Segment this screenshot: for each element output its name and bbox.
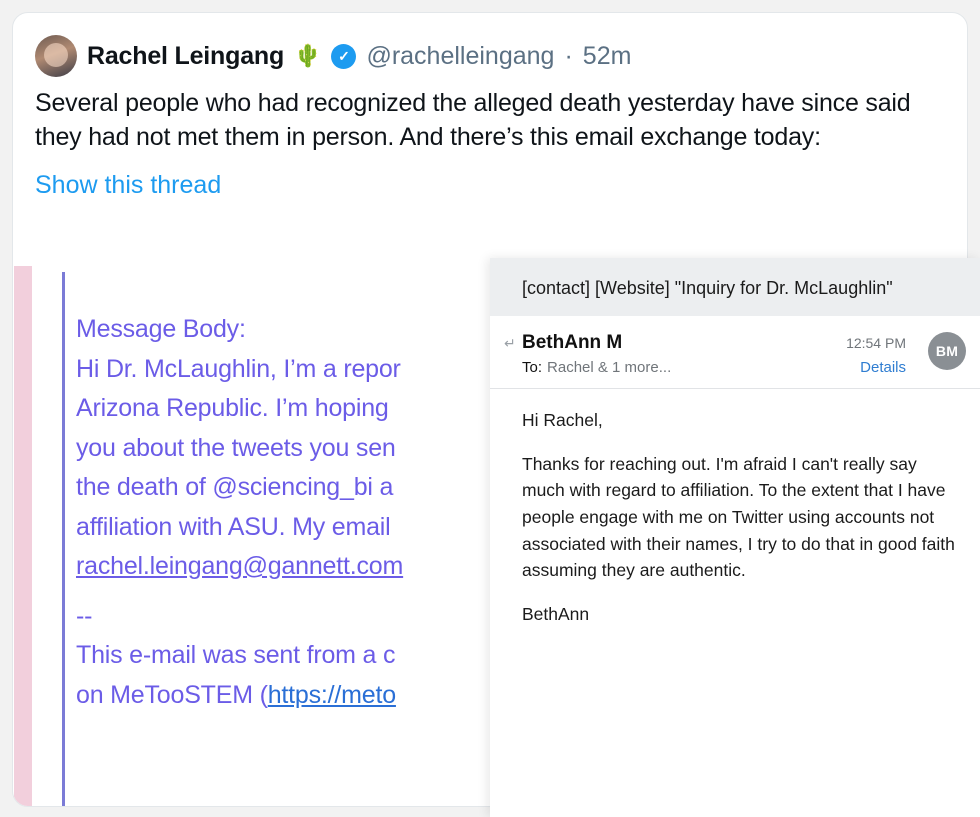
- display-name[interactable]: Rachel Leingang: [87, 41, 285, 70]
- quoted-footer-1: This e-mail was sent from a c: [76, 641, 396, 669]
- email-client-overlay: [490, 258, 980, 817]
- quote-vertical-line: [62, 272, 65, 807]
- quoted-spacer: [76, 587, 546, 597]
- quoted-footer-2: [76, 676, 546, 716]
- tweet-text: Several people who had recognized the alleged death yesterday have since said they had not met them in person. And there’s this email exchange today:: [35, 89, 911, 151]
- timestamp[interactable]: 52m: [582, 41, 632, 70]
- quoted-heading: Message Body:: [76, 315, 246, 343]
- quoted-footer-url-link[interactable]: https://meto: [267, 680, 396, 709]
- verified-badge-icon: ✓: [331, 44, 356, 69]
- sender-row: [522, 332, 960, 354]
- to-label: To:: [522, 359, 543, 377]
- email-body-paragraph: Thanks for reaching out. I'm afraid I can't really say much with regard to affiliation. To the extent that I have people engage with me on Twitter using accounts not associated with their names, I try to do that in good faith assuming they are authentic.: [522, 453, 955, 581]
- separator-dot: ·: [564, 41, 573, 70]
- avatar[interactable]: [35, 35, 77, 77]
- to-group: [522, 359, 671, 376]
- show-this-thread-link[interactable]: Show this thread: [35, 170, 222, 199]
- user-handle[interactable]: @rachelleingang: [366, 41, 555, 70]
- sender-name[interactable]: BethAnn M: [522, 332, 623, 354]
- quoted-line-1: Hi Dr. McLaughlin, I’m a repor: [76, 354, 401, 383]
- tweet-header: [13, 13, 967, 77]
- quoted-email-address-link[interactable]: rachel.leingang@gannett.com: [76, 552, 404, 580]
- quoted-line-2: Arizona Republic. I’m hoping: [76, 394, 389, 422]
- quoted-email-text: [76, 310, 546, 715]
- email-subject[interactable]: [contact] [Website] "Inquiry for Dr. McLaughlin": [490, 258, 980, 316]
- quoted-signature-dashes: --: [76, 601, 93, 630]
- quoted-line-5: affiliation with ASU. My email: [76, 512, 391, 541]
- quoted-footer-2-prefix: on MeTooSTEM (: [76, 680, 268, 709]
- quoted-line-3: you about the tweets you sen: [76, 433, 396, 462]
- details-link[interactable]: Details: [860, 359, 906, 377]
- email-timestamp: 12:54 PM: [846, 335, 906, 352]
- email-body: [490, 389, 980, 627]
- reply-icon: ↵: [504, 335, 516, 352]
- quoted-line-4: the death of @sciencing_bi a: [76, 473, 394, 501]
- email-body-paragraph: Hi Rachel,: [522, 410, 603, 431]
- cactus-icon: 🌵: [294, 43, 322, 68]
- recipient-row: [522, 359, 960, 376]
- to-value[interactable]: Rachel & 1 more...: [547, 359, 672, 377]
- email-body-paragraph: BethAnn: [522, 603, 590, 624]
- contact-avatar[interactable]: BM: [928, 332, 966, 370]
- email-message-header: [490, 316, 980, 389]
- pink-accent-bar: [14, 266, 32, 807]
